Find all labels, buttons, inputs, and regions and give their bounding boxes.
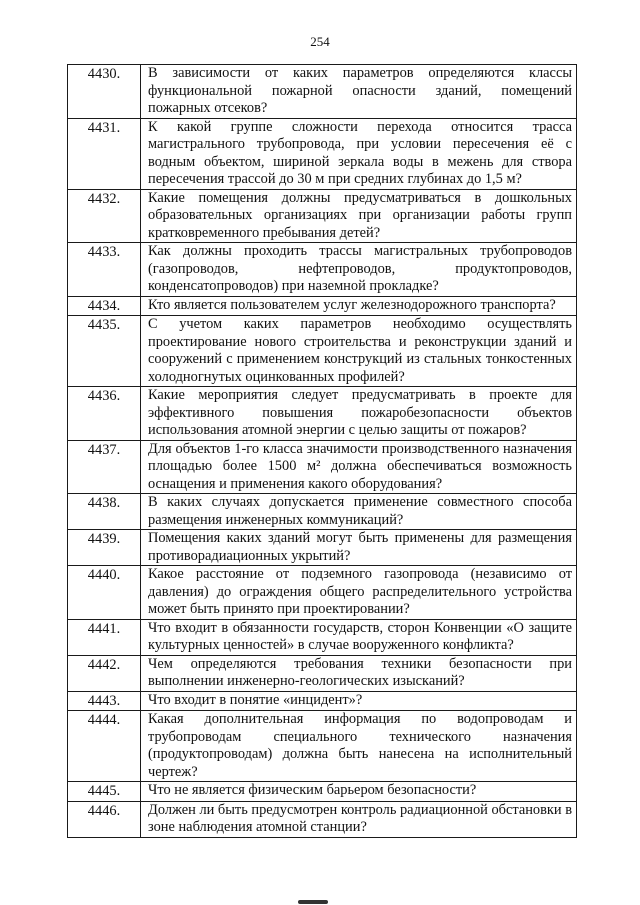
- table-row: [68, 530, 577, 566]
- table-row: [68, 296, 577, 316]
- question-number: 4440.: [68, 566, 141, 620]
- table-row: [68, 118, 577, 189]
- question-number: 4437.: [68, 440, 141, 494]
- question-number: 4435.: [68, 316, 141, 387]
- table-row: [68, 189, 577, 243]
- table-row: [68, 655, 577, 691]
- question-text: В зависимости от каких параметров определяются классы функциональной пожарной опасности зданий, помещений пожарных отсеков?: [141, 65, 577, 119]
- question-text: С учетом каких параметров необходимо осуществлять проектирование нового строительства и реконструкции зданий и сооружений с применением конструкций из стальных тонкостенных холодногнутых оцинкованных профилей?: [141, 316, 577, 387]
- question-number: 4441.: [68, 619, 141, 655]
- question-text: Что входит в понятие «инцидент»?: [141, 691, 577, 711]
- question-text: Как должны проходить трассы магистральных трубопроводов (газопроводов, нефтепроводов, продуктопроводов, конденсатопроводов) при наземной прокладке?: [141, 243, 577, 297]
- question-text: Что не является физическим барьером безопасности?: [141, 782, 577, 802]
- questions-table: [67, 64, 577, 838]
- question-text: Какая дополнительная информация по водопроводам и трубопроводам специального технического назначения (продуктопроводам) должна быть нанесена на исполнительный чертеж?: [141, 711, 577, 782]
- table-row: [68, 65, 577, 119]
- question-number: 4430.: [68, 65, 141, 119]
- table-row: [68, 243, 577, 297]
- question-number: 4433.: [68, 243, 141, 297]
- question-number: 4432.: [68, 189, 141, 243]
- table-row: [68, 440, 577, 494]
- question-text: К какой группе сложности перехода относится трасса магистрального трубопровода, при условии пересечения её с водным объектом, шириной зеркала воды в межень для створа пересечения трассой до 30 м при средних глубинах до 1,5 м?: [141, 118, 577, 189]
- question-text: Какое расстояние от подземного газопровода (независимо от давления) до ограждения общего распределительного устройства может быть принято при проектировании?: [141, 566, 577, 620]
- question-number: 4439.: [68, 530, 141, 566]
- question-number: 4443.: [68, 691, 141, 711]
- question-text: Помещения каких зданий могут быть применены для размещения противорадиационных укрытий?: [141, 530, 577, 566]
- question-text: Кто является пользователем услуг железнодорожного транспорта?: [141, 296, 577, 316]
- question-text: Для объектов 1-го класса значимости производственного назначения площадью более 1500 м² должна обеспечиваться возможность оснащения и применения какого оборудования?: [141, 440, 577, 494]
- table-row: [68, 566, 577, 620]
- question-text: Должен ли быть предусмотрен контроль радиационной обстановки в зоне наблюдения атомной станции?: [141, 801, 577, 837]
- question-number: 4444.: [68, 711, 141, 782]
- table-row: [68, 782, 577, 802]
- question-number: 4442.: [68, 655, 141, 691]
- questions-table-body: [68, 65, 577, 838]
- table-row: [68, 711, 577, 782]
- question-text: В каких случаях допускается применение совместного способа размещения инженерных коммуникаций?: [141, 494, 577, 530]
- table-row: [68, 691, 577, 711]
- question-number: 4436.: [68, 387, 141, 441]
- question-text: Что входит в обязанности государств, сторон Конвенции «О защите культурных ценностей» в случае вооруженного конфликта?: [141, 619, 577, 655]
- question-number: 4446.: [68, 801, 141, 837]
- table-row: [68, 494, 577, 530]
- table-row: [68, 316, 577, 387]
- table-row: [68, 619, 577, 655]
- table-row: [68, 387, 577, 441]
- question-number: 4438.: [68, 494, 141, 530]
- question-text: Какие мероприятия следует предусматривать в проекте для эффективного повышения пожаробезопасности объектов использования атомной энергии с целью защиты от пожаров?: [141, 387, 577, 441]
- table-row: [68, 801, 577, 837]
- question-text: Какие помещения должны предусматриваться в дошкольных образовательных организациях при организации работы групп кратковременного пребывания детей?: [141, 189, 577, 243]
- question-number: 4431.: [68, 118, 141, 189]
- page-number: 254: [310, 34, 330, 49]
- question-text: Чем определяются требования техники безопасности при выполнении инженерно-геологических изысканий?: [141, 655, 577, 691]
- question-number: 4445.: [68, 782, 141, 802]
- scan-mark: [298, 900, 328, 904]
- question-number: 4434.: [68, 296, 141, 316]
